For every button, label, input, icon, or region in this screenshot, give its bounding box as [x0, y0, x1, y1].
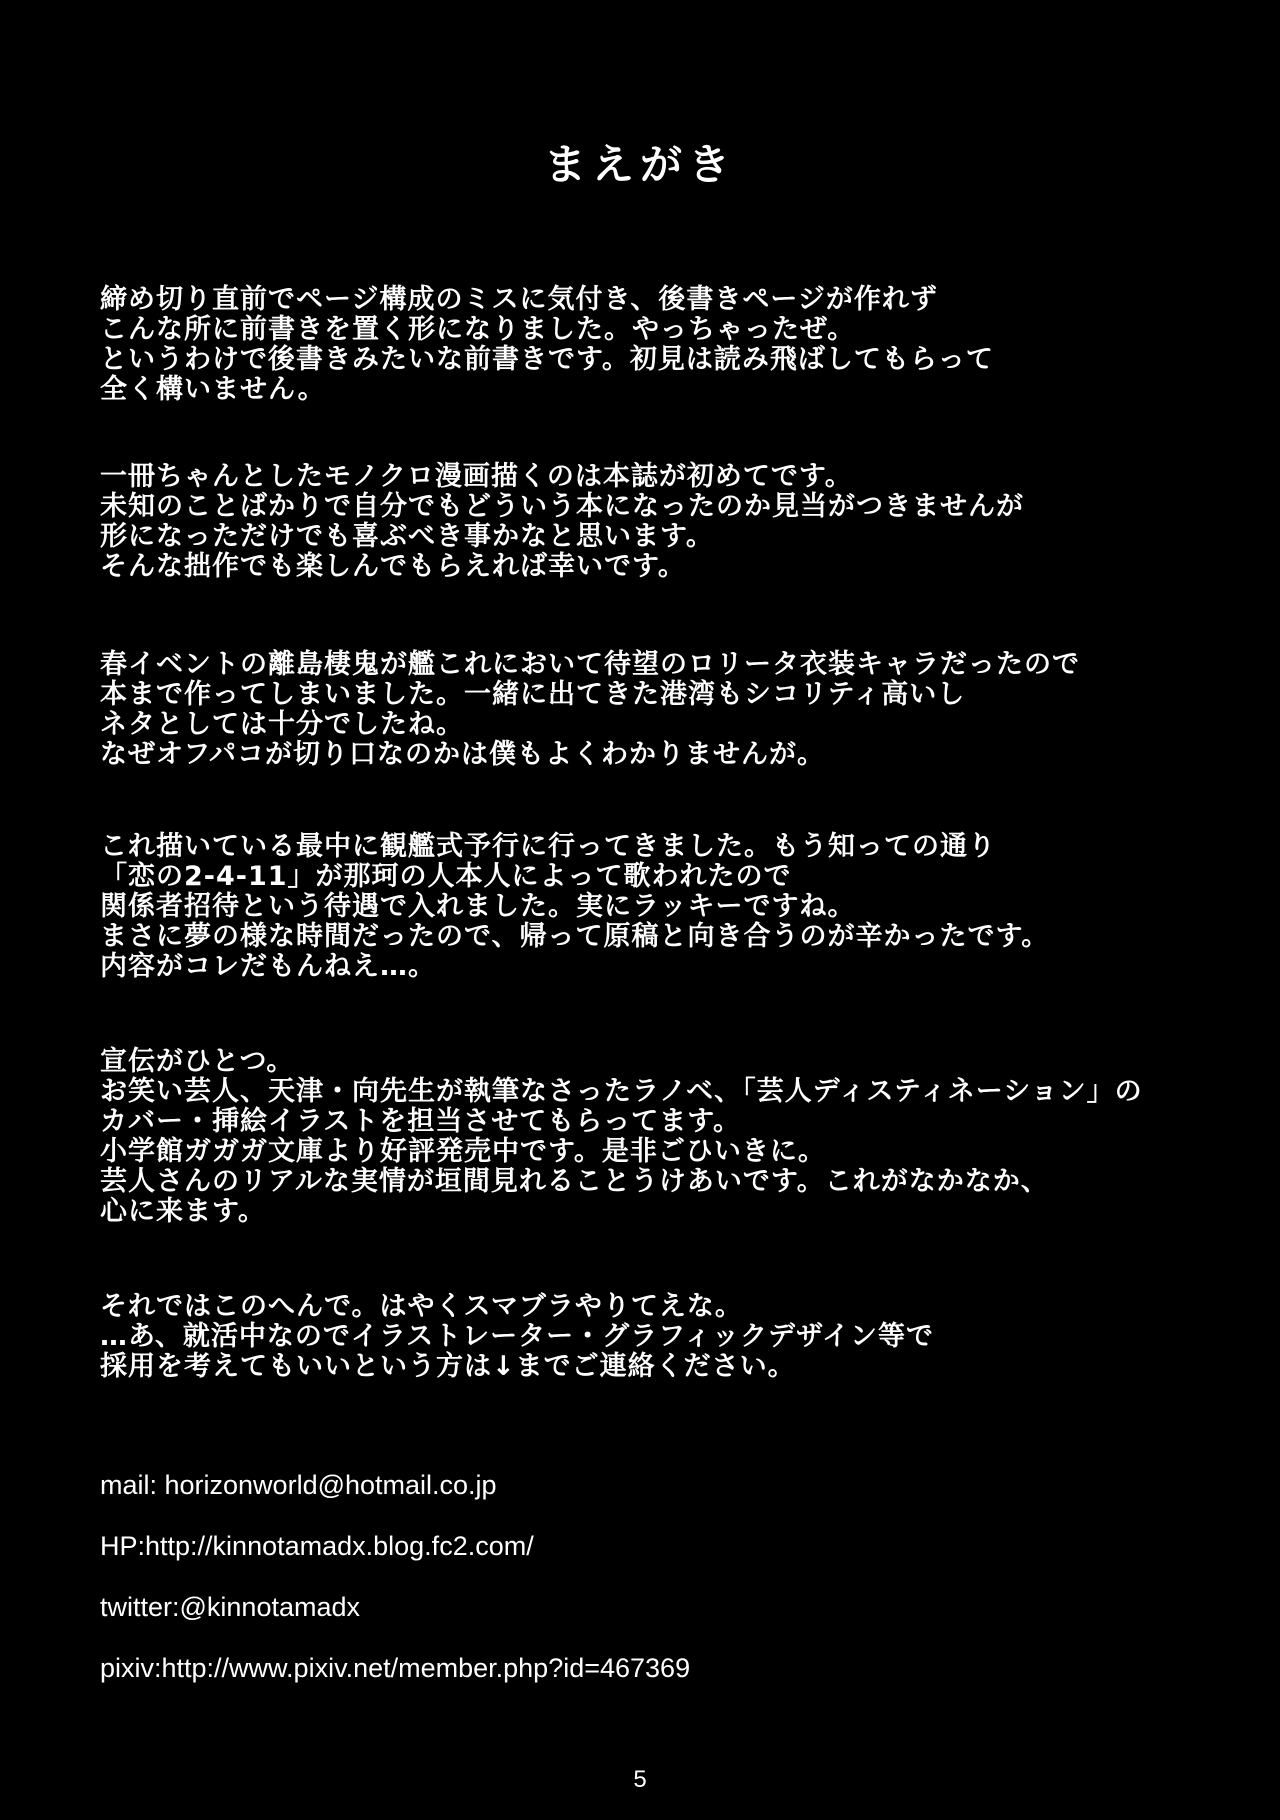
- paragraph-line: 採用を考えてもいいという方は↓までご連絡ください。: [100, 1351, 796, 1382]
- paragraph-line: なぜオフパコが切り口なのかは僕もよくわかりませんが。: [100, 739, 826, 770]
- paragraph-line: 「恋の2-4-11」が那珂の人本人によって歌われたので: [100, 861, 792, 892]
- paragraph-line: 関係者招待という待遇で入れました。実にラッキーですね。: [100, 891, 856, 922]
- paragraph-line: こんな所に前書きを置く形になりました。やっちゃったぜ。: [100, 314, 856, 345]
- paragraph-1: [100, 285, 1200, 405]
- paragraph-3: [100, 650, 1200, 770]
- paragraph-line: 小学館ガガガ文庫より好評発売中です。是非ごひいきに。: [100, 1136, 826, 1167]
- page-title: まえがき: [543, 140, 736, 189]
- contact-homepage: HP:http://kinnotamadx.blog.fc2.com/: [100, 1531, 534, 1561]
- paragraph-line: 心に来ます。: [100, 1196, 266, 1227]
- paragraph-5: [100, 1047, 1200, 1227]
- paragraph-2: [100, 462, 1200, 582]
- paragraph-line: これ描いている最中に観艦式予行に行ってきました。もう知っての通り: [100, 831, 996, 862]
- paragraph-line: それではこのへんで。はやくスマブラやりてえな。: [100, 1291, 743, 1322]
- page-number: 5: [633, 1766, 647, 1793]
- paragraph-6: [100, 1292, 1200, 1382]
- contact-pixiv: pixiv:http://www.pixiv.net/member.php?id=467369: [100, 1653, 691, 1683]
- paragraph-line: 締め切り直前でページ構成のミスに気付き、後書きページが作れず: [100, 284, 938, 315]
- paragraph-line: 芸人さんのリアルな実情が垣間見れることうけあいです。これがなかなか、: [100, 1166, 1049, 1197]
- paragraph-line: カバー・挿絵イラストを担当させてもらってます。: [100, 1106, 742, 1137]
- paragraph-line: 一冊ちゃんとしたモノクロ漫画描くのは本誌が初めてです。: [100, 461, 853, 492]
- paragraph-line: 本まで作ってしまいました。一緒に出てきた港湾もシコリティ高いし: [100, 679, 966, 710]
- paragraph-line: 未知のことばかりで自分でもどういう本になったのか見当がつきませんが: [100, 491, 1024, 522]
- contact-twitter: twitter:@kinnotamadx: [100, 1592, 361, 1622]
- paragraph-line: 内容がコレだもんねえ…。: [100, 951, 436, 982]
- paragraph-line: 春イベントの離島棲鬼が艦これにおいて待望のロリータ衣装キャラだったので: [100, 649, 1080, 680]
- contact-mail: mail: horizonworld@hotmail.co.jp: [100, 1470, 497, 1500]
- paragraph-4: [100, 832, 1200, 982]
- paragraph-line: まさに夢の様な時間だったので、帰って原稿と向き合うのが辛かったです。: [100, 921, 1050, 952]
- paragraph-line: ネタとしては十分でしたね。: [100, 709, 464, 740]
- paragraph-line: そんな拙作でも楽しんでもらえれば幸いです。: [100, 551, 686, 582]
- contact-list: [100, 1470, 1200, 1714]
- paragraph-line: お笑い芸人、天津・向先生が執筆なさったラノベ、「芸人ディスティネーション」の: [100, 1076, 1143, 1107]
- paragraph-line: 全く構いません。: [100, 374, 326, 405]
- paragraph-line: …あ、就活中なのでイラストレーター・グラフィックデザイン等で: [100, 1321, 935, 1352]
- paragraph-line: というわけで後書きみたいな前書きです。初見は読み飛ばしてもらって: [100, 344, 994, 375]
- paragraph-line: 宣伝がひとつ。: [100, 1046, 295, 1077]
- paragraph-line: 形になっただけでも喜ぶべき事かなと思います。: [100, 521, 714, 552]
